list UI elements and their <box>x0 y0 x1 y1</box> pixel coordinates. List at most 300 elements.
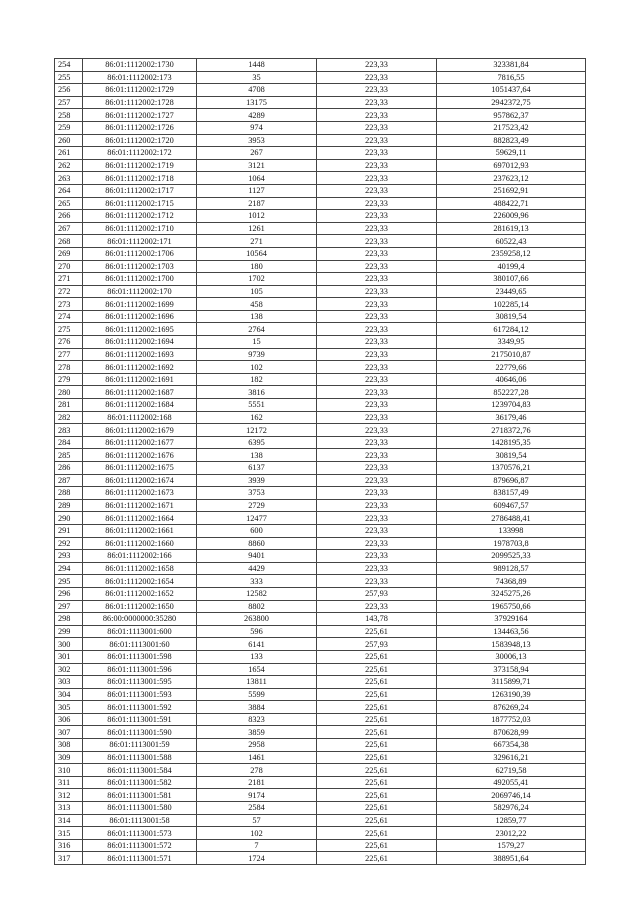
cadastral-number-cell: 86:01:1112002:166 <box>83 550 197 563</box>
specific-value-cell: 223,33 <box>317 411 437 424</box>
specific-value-cell: 223,33 <box>317 59 437 72</box>
row-number-cell: 268 <box>55 235 83 248</box>
area-cell: 2584 <box>197 802 317 815</box>
cadastral-number-cell: 86:01:1113001:591 <box>83 713 197 726</box>
cadastral-value-cell: 217523,42 <box>437 121 586 134</box>
specific-value-cell: 225,61 <box>317 713 437 726</box>
cadastral-value-cell: 2175010,87 <box>437 348 586 361</box>
table-row <box>55 650 586 663</box>
table-row <box>55 109 586 122</box>
table-row <box>55 524 586 537</box>
cadastral-value-cell: 380107,66 <box>437 273 586 286</box>
table-row <box>55 839 586 852</box>
row-number-cell: 259 <box>55 121 83 134</box>
cadastral-value-cell: 870628,99 <box>437 726 586 739</box>
table-row <box>55 462 586 475</box>
row-number-cell: 310 <box>55 764 83 777</box>
specific-value-cell: 223,33 <box>317 184 437 197</box>
row-number-cell: 270 <box>55 260 83 273</box>
table-row <box>55 688 586 701</box>
table-row <box>55 134 586 147</box>
table-row <box>55 210 586 223</box>
area-cell: 5599 <box>197 688 317 701</box>
specific-value-cell: 223,33 <box>317 222 437 235</box>
cadastral-number-cell: 86:01:1113001:58 <box>83 814 197 827</box>
specific-value-cell: 223,33 <box>317 247 437 260</box>
row-number-cell: 283 <box>55 424 83 437</box>
table-row <box>55 600 586 613</box>
cadastral-value-cell: 879696,87 <box>437 474 586 487</box>
row-number-cell: 266 <box>55 210 83 223</box>
cadastral-value-table <box>54 58 586 865</box>
cadastral-value-cell: 62719,58 <box>437 764 586 777</box>
row-number-cell: 305 <box>55 701 83 714</box>
specific-value-cell: 225,61 <box>317 701 437 714</box>
row-number-cell: 263 <box>55 172 83 185</box>
cadastral-value-cell: 40646,06 <box>437 373 586 386</box>
specific-value-cell: 223,33 <box>317 285 437 298</box>
specific-value-cell: 225,61 <box>317 852 437 865</box>
cadastral-number-cell: 86:01:1112002:1691 <box>83 373 197 386</box>
row-number-cell: 309 <box>55 751 83 764</box>
cadastral-number-cell: 86:01:1113001:60 <box>83 638 197 651</box>
cadastral-value-cell: 37929164 <box>437 613 586 626</box>
cadastral-number-cell: 86:01:1112002:1706 <box>83 247 197 260</box>
cadastral-value-cell: 852227,28 <box>437 386 586 399</box>
specific-value-cell: 225,61 <box>317 764 437 777</box>
cadastral-number-cell: 86:01:1113001:581 <box>83 789 197 802</box>
cadastral-number-cell: 86:01:1112002:1700 <box>83 273 197 286</box>
specific-value-cell: 223,33 <box>317 235 437 248</box>
table-row <box>55 361 586 374</box>
table-row <box>55 789 586 802</box>
cadastral-value-cell: 3115899,71 <box>437 676 586 689</box>
area-cell: 267 <box>197 147 317 160</box>
area-cell: 102 <box>197 827 317 840</box>
cadastral-value-cell: 74368,89 <box>437 575 586 588</box>
area-cell: 1012 <box>197 210 317 223</box>
cadastral-number-cell: 86:01:1112002:1728 <box>83 96 197 109</box>
table-row <box>55 411 586 424</box>
cadastral-number-cell: 86:01:1112002:1693 <box>83 348 197 361</box>
cadastral-value-cell: 133998 <box>437 524 586 537</box>
row-number-cell: 254 <box>55 59 83 72</box>
specific-value-cell: 223,33 <box>317 424 437 437</box>
cadastral-number-cell: 86:01:1112002:1729 <box>83 84 197 97</box>
specific-value-cell: 225,61 <box>317 688 437 701</box>
table-row <box>55 121 586 134</box>
cadastral-value-cell: 1370576,21 <box>437 462 586 475</box>
cadastral-value-cell: 989128,57 <box>437 562 586 575</box>
row-number-cell: 277 <box>55 348 83 361</box>
table-row <box>55 71 586 84</box>
row-number-cell: 265 <box>55 197 83 210</box>
cadastral-number-cell: 86:01:1112002:1718 <box>83 172 197 185</box>
cadastral-value-cell: 2359258,12 <box>437 247 586 260</box>
cadastral-value-cell: 251692,91 <box>437 184 586 197</box>
cadastral-number-cell: 86:01:1113001:572 <box>83 839 197 852</box>
cadastral-number-cell: 86:01:1112002:1679 <box>83 424 197 437</box>
table-row <box>55 663 586 676</box>
specific-value-cell: 223,33 <box>317 197 437 210</box>
cadastral-number-cell: 86:01:1112002:1694 <box>83 336 197 349</box>
row-number-cell: 295 <box>55 575 83 588</box>
table-row <box>55 575 586 588</box>
cadastral-value-cell: 2786488,41 <box>437 512 586 525</box>
cadastral-number-cell: 86:01:1112002:1710 <box>83 222 197 235</box>
row-number-cell: 276 <box>55 336 83 349</box>
area-cell: 138 <box>197 449 317 462</box>
specific-value-cell: 223,33 <box>317 600 437 613</box>
cadastral-value-cell: 3245275,26 <box>437 587 586 600</box>
row-number-cell: 258 <box>55 109 83 122</box>
table-row <box>55 776 586 789</box>
area-cell: 3859 <box>197 726 317 739</box>
cadastral-value-cell: 1978703,8 <box>437 537 586 550</box>
row-number-cell: 273 <box>55 298 83 311</box>
area-cell: 3939 <box>197 474 317 487</box>
cadastral-value-cell: 30006,13 <box>437 650 586 663</box>
table-row <box>55 159 586 172</box>
table-row <box>55 726 586 739</box>
row-number-cell: 262 <box>55 159 83 172</box>
cadastral-number-cell: 86:01:1112002:1674 <box>83 474 197 487</box>
table-row <box>55 852 586 865</box>
table-row <box>55 436 586 449</box>
cadastral-number-cell: 86:01:1112002:1673 <box>83 487 197 500</box>
table-row <box>55 499 586 512</box>
cadastral-value-cell: 388951,64 <box>437 852 586 865</box>
table-row <box>55 273 586 286</box>
cadastral-number-cell: 86:01:1112002:1676 <box>83 449 197 462</box>
cadastral-number-cell: 86:01:1112002:1720 <box>83 134 197 147</box>
table-row <box>55 260 586 273</box>
specific-value-cell: 225,61 <box>317 839 437 852</box>
row-number-cell: 290 <box>55 512 83 525</box>
row-number-cell: 255 <box>55 71 83 84</box>
specific-value-cell: 225,61 <box>317 827 437 840</box>
specific-value-cell: 225,61 <box>317 776 437 789</box>
specific-value-cell: 223,33 <box>317 96 437 109</box>
area-cell: 8802 <box>197 600 317 613</box>
area-cell: 138 <box>197 310 317 323</box>
cadastral-value-cell: 957862,37 <box>437 109 586 122</box>
area-cell: 3953 <box>197 134 317 147</box>
table-row <box>55 764 586 777</box>
area-cell: 180 <box>197 260 317 273</box>
cadastral-number-cell: 86:01:1113001:596 <box>83 663 197 676</box>
table-row <box>55 625 586 638</box>
area-cell: 4289 <box>197 109 317 122</box>
cadastral-number-cell: 86:01:1112002:1675 <box>83 462 197 475</box>
row-number-cell: 294 <box>55 562 83 575</box>
area-cell: 6141 <box>197 638 317 651</box>
table-row <box>55 713 586 726</box>
table-row <box>55 172 586 185</box>
cadastral-value-cell: 12859,77 <box>437 814 586 827</box>
specific-value-cell: 223,33 <box>317 273 437 286</box>
table-row <box>55 373 586 386</box>
cadastral-value-cell: 2069746,14 <box>437 789 586 802</box>
specific-value-cell: 223,33 <box>317 109 437 122</box>
area-cell: 1448 <box>197 59 317 72</box>
specific-value-cell: 223,33 <box>317 310 437 323</box>
table-row <box>55 323 586 336</box>
row-number-cell: 286 <box>55 462 83 475</box>
area-cell: 162 <box>197 411 317 424</box>
table-row <box>55 751 586 764</box>
cadastral-value-cell: 1965750,66 <box>437 600 586 613</box>
table-row <box>55 449 586 462</box>
row-number-cell: 256 <box>55 84 83 97</box>
cadastral-number-cell: 86:01:1112002:1671 <box>83 499 197 512</box>
table-row <box>55 235 586 248</box>
area-cell: 1127 <box>197 184 317 197</box>
specific-value-cell: 223,33 <box>317 562 437 575</box>
table-row <box>55 550 586 563</box>
specific-value-cell: 225,61 <box>317 751 437 764</box>
area-cell: 5551 <box>197 399 317 412</box>
specific-value-cell: 223,33 <box>317 260 437 273</box>
row-number-cell: 272 <box>55 285 83 298</box>
row-number-cell: 281 <box>55 399 83 412</box>
row-number-cell: 288 <box>55 487 83 500</box>
area-cell: 1702 <box>197 273 317 286</box>
cadastral-number-cell: 86:01:1112002:1696 <box>83 310 197 323</box>
cadastral-value-cell: 617284,12 <box>437 323 586 336</box>
row-number-cell: 257 <box>55 96 83 109</box>
table-row <box>55 348 586 361</box>
area-cell: 2729 <box>197 499 317 512</box>
table-row <box>55 247 586 260</box>
area-cell: 15 <box>197 336 317 349</box>
cadastral-value-cell: 226009,96 <box>437 210 586 223</box>
area-cell: 12477 <box>197 512 317 525</box>
specific-value-cell: 223,33 <box>317 537 437 550</box>
cadastral-value-cell: 30819,54 <box>437 310 586 323</box>
cadastral-value-cell: 22779,66 <box>437 361 586 374</box>
table-row <box>55 285 586 298</box>
area-cell: 596 <box>197 625 317 638</box>
row-number-cell: 264 <box>55 184 83 197</box>
cadastral-value-cell: 36179,46 <box>437 411 586 424</box>
specific-value-cell: 223,33 <box>317 399 437 412</box>
row-number-cell: 267 <box>55 222 83 235</box>
cadastral-number-cell: 86:01:1112002:1703 <box>83 260 197 273</box>
table-row <box>55 474 586 487</box>
row-number-cell: 282 <box>55 411 83 424</box>
table-row <box>55 638 586 651</box>
row-number-cell: 261 <box>55 147 83 160</box>
row-number-cell: 306 <box>55 713 83 726</box>
specific-value-cell: 223,33 <box>317 147 437 160</box>
specific-value-cell: 223,33 <box>317 436 437 449</box>
table-row <box>55 147 586 160</box>
cadastral-number-cell: 86:01:1112002:1654 <box>83 575 197 588</box>
row-number-cell: 298 <box>55 613 83 626</box>
specific-value-cell: 223,33 <box>317 575 437 588</box>
cadastral-number-cell: 86:01:1113001:593 <box>83 688 197 701</box>
cadastral-number-cell: 86:01:1112002:1727 <box>83 109 197 122</box>
area-cell: 271 <box>197 235 317 248</box>
cadastral-number-cell: 86:01:1113001:582 <box>83 776 197 789</box>
cadastral-value-cell: 1428195,35 <box>437 436 586 449</box>
specific-value-cell: 257,93 <box>317 587 437 600</box>
table-row <box>55 184 586 197</box>
cadastral-value-cell: 23449,65 <box>437 285 586 298</box>
table-row <box>55 222 586 235</box>
table-row <box>55 537 586 550</box>
area-cell: 278 <box>197 764 317 777</box>
cadastral-number-cell: 86:01:1112002:1719 <box>83 159 197 172</box>
row-number-cell: 296 <box>55 587 83 600</box>
area-cell: 1654 <box>197 663 317 676</box>
cadastral-value-cell: 2718372,76 <box>437 424 586 437</box>
cadastral-number-cell: 86:00:0000000:35280 <box>83 613 197 626</box>
area-cell: 57 <box>197 814 317 827</box>
row-number-cell: 279 <box>55 373 83 386</box>
area-cell: 2958 <box>197 739 317 752</box>
row-number-cell: 303 <box>55 676 83 689</box>
table-row <box>55 336 586 349</box>
cadastral-value-cell: 1239704,83 <box>437 399 586 412</box>
row-number-cell: 297 <box>55 600 83 613</box>
cadastral-value-cell: 1877752,03 <box>437 713 586 726</box>
table-row <box>55 827 586 840</box>
cadastral-number-cell: 86:01:1112002:1715 <box>83 197 197 210</box>
specific-value-cell: 223,33 <box>317 336 437 349</box>
area-cell: 105 <box>197 285 317 298</box>
specific-value-cell: 225,61 <box>317 663 437 676</box>
cadastral-value-cell: 488422,71 <box>437 197 586 210</box>
cadastral-number-cell: 86:01:1112002:1730 <box>83 59 197 72</box>
cadastral-number-cell: 86:01:1112002:1658 <box>83 562 197 575</box>
table-row <box>55 814 586 827</box>
cadastral-number-cell: 86:01:1112002:1660 <box>83 537 197 550</box>
row-number-cell: 260 <box>55 134 83 147</box>
area-cell: 8860 <box>197 537 317 550</box>
cadastral-value-cell: 237623,12 <box>437 172 586 185</box>
table-row <box>55 701 586 714</box>
specific-value-cell: 143,78 <box>317 613 437 626</box>
row-number-cell: 292 <box>55 537 83 550</box>
cadastral-number-cell: 86:01:1112002:170 <box>83 285 197 298</box>
cadastral-number-cell: 86:01:1113001:592 <box>83 701 197 714</box>
area-cell: 600 <box>197 524 317 537</box>
table-body <box>55 59 586 865</box>
specific-value-cell: 225,61 <box>317 625 437 638</box>
table-row <box>55 676 586 689</box>
specific-value-cell: 223,33 <box>317 361 437 374</box>
cadastral-value-cell: 373158,94 <box>437 663 586 676</box>
cadastral-value-cell: 1583948,13 <box>437 638 586 651</box>
row-number-cell: 269 <box>55 247 83 260</box>
cadastral-value-cell: 838157,49 <box>437 487 586 500</box>
table-row <box>55 298 586 311</box>
specific-value-cell: 223,33 <box>317 159 437 172</box>
area-cell: 3121 <box>197 159 317 172</box>
row-number-cell: 308 <box>55 739 83 752</box>
specific-value-cell: 223,33 <box>317 134 437 147</box>
cadastral-value-cell: 1263190,39 <box>437 688 586 701</box>
cadastral-number-cell: 86:01:1112002:1717 <box>83 184 197 197</box>
cadastral-number-cell: 86:01:1113001:571 <box>83 852 197 865</box>
area-cell: 3753 <box>197 487 317 500</box>
cadastral-value-cell: 60522,43 <box>437 235 586 248</box>
cadastral-number-cell: 86:01:1112002:1652 <box>83 587 197 600</box>
area-cell: 974 <box>197 121 317 134</box>
row-number-cell: 293 <box>55 550 83 563</box>
specific-value-cell: 225,61 <box>317 814 437 827</box>
specific-value-cell: 223,33 <box>317 373 437 386</box>
specific-value-cell: 223,33 <box>317 348 437 361</box>
area-cell: 3884 <box>197 701 317 714</box>
table-row <box>55 613 586 626</box>
row-number-cell: 271 <box>55 273 83 286</box>
area-cell: 4708 <box>197 84 317 97</box>
cadastral-value-cell: 876269,24 <box>437 701 586 714</box>
area-cell: 10564 <box>197 247 317 260</box>
cadastral-number-cell: 86:01:1113001:588 <box>83 751 197 764</box>
specific-value-cell: 257,93 <box>317 638 437 651</box>
row-number-cell: 314 <box>55 814 83 827</box>
cadastral-value-cell: 102285,14 <box>437 298 586 311</box>
row-number-cell: 285 <box>55 449 83 462</box>
area-cell: 1261 <box>197 222 317 235</box>
cadastral-value-cell: 609467,57 <box>437 499 586 512</box>
area-cell: 133 <box>197 650 317 663</box>
table-row <box>55 386 586 399</box>
cadastral-number-cell: 86:01:1112002:1699 <box>83 298 197 311</box>
area-cell: 13175 <box>197 96 317 109</box>
cadastral-value-cell: 40199,4 <box>437 260 586 273</box>
specific-value-cell: 223,33 <box>317 550 437 563</box>
cadastral-value-cell: 492055,41 <box>437 776 586 789</box>
table-row <box>55 310 586 323</box>
area-cell: 333 <box>197 575 317 588</box>
row-number-cell: 280 <box>55 386 83 399</box>
area-cell: 4429 <box>197 562 317 575</box>
cadastral-number-cell: 86:01:1112002:1664 <box>83 512 197 525</box>
row-number-cell: 291 <box>55 524 83 537</box>
area-cell: 9739 <box>197 348 317 361</box>
area-cell: 35 <box>197 71 317 84</box>
row-number-cell: 307 <box>55 726 83 739</box>
specific-value-cell: 225,61 <box>317 802 437 815</box>
row-number-cell: 301 <box>55 650 83 663</box>
specific-value-cell: 225,61 <box>317 676 437 689</box>
cadastral-value-cell: 30819,54 <box>437 449 586 462</box>
specific-value-cell: 223,33 <box>317 449 437 462</box>
area-cell: 8323 <box>197 713 317 726</box>
area-cell: 7 <box>197 839 317 852</box>
cadastral-number-cell: 86:01:1112002:1712 <box>83 210 197 223</box>
area-cell: 182 <box>197 373 317 386</box>
table-row <box>55 59 586 72</box>
table-row <box>55 512 586 525</box>
specific-value-cell: 223,33 <box>317 323 437 336</box>
cadastral-value-cell: 882823,49 <box>437 134 586 147</box>
table-row <box>55 562 586 575</box>
cadastral-number-cell: 86:01:1112002:1695 <box>83 323 197 336</box>
row-number-cell: 287 <box>55 474 83 487</box>
row-number-cell: 274 <box>55 310 83 323</box>
area-cell: 13811 <box>197 676 317 689</box>
area-cell: 3816 <box>197 386 317 399</box>
area-cell: 102 <box>197 361 317 374</box>
specific-value-cell: 225,61 <box>317 789 437 802</box>
specific-value-cell: 223,33 <box>317 499 437 512</box>
